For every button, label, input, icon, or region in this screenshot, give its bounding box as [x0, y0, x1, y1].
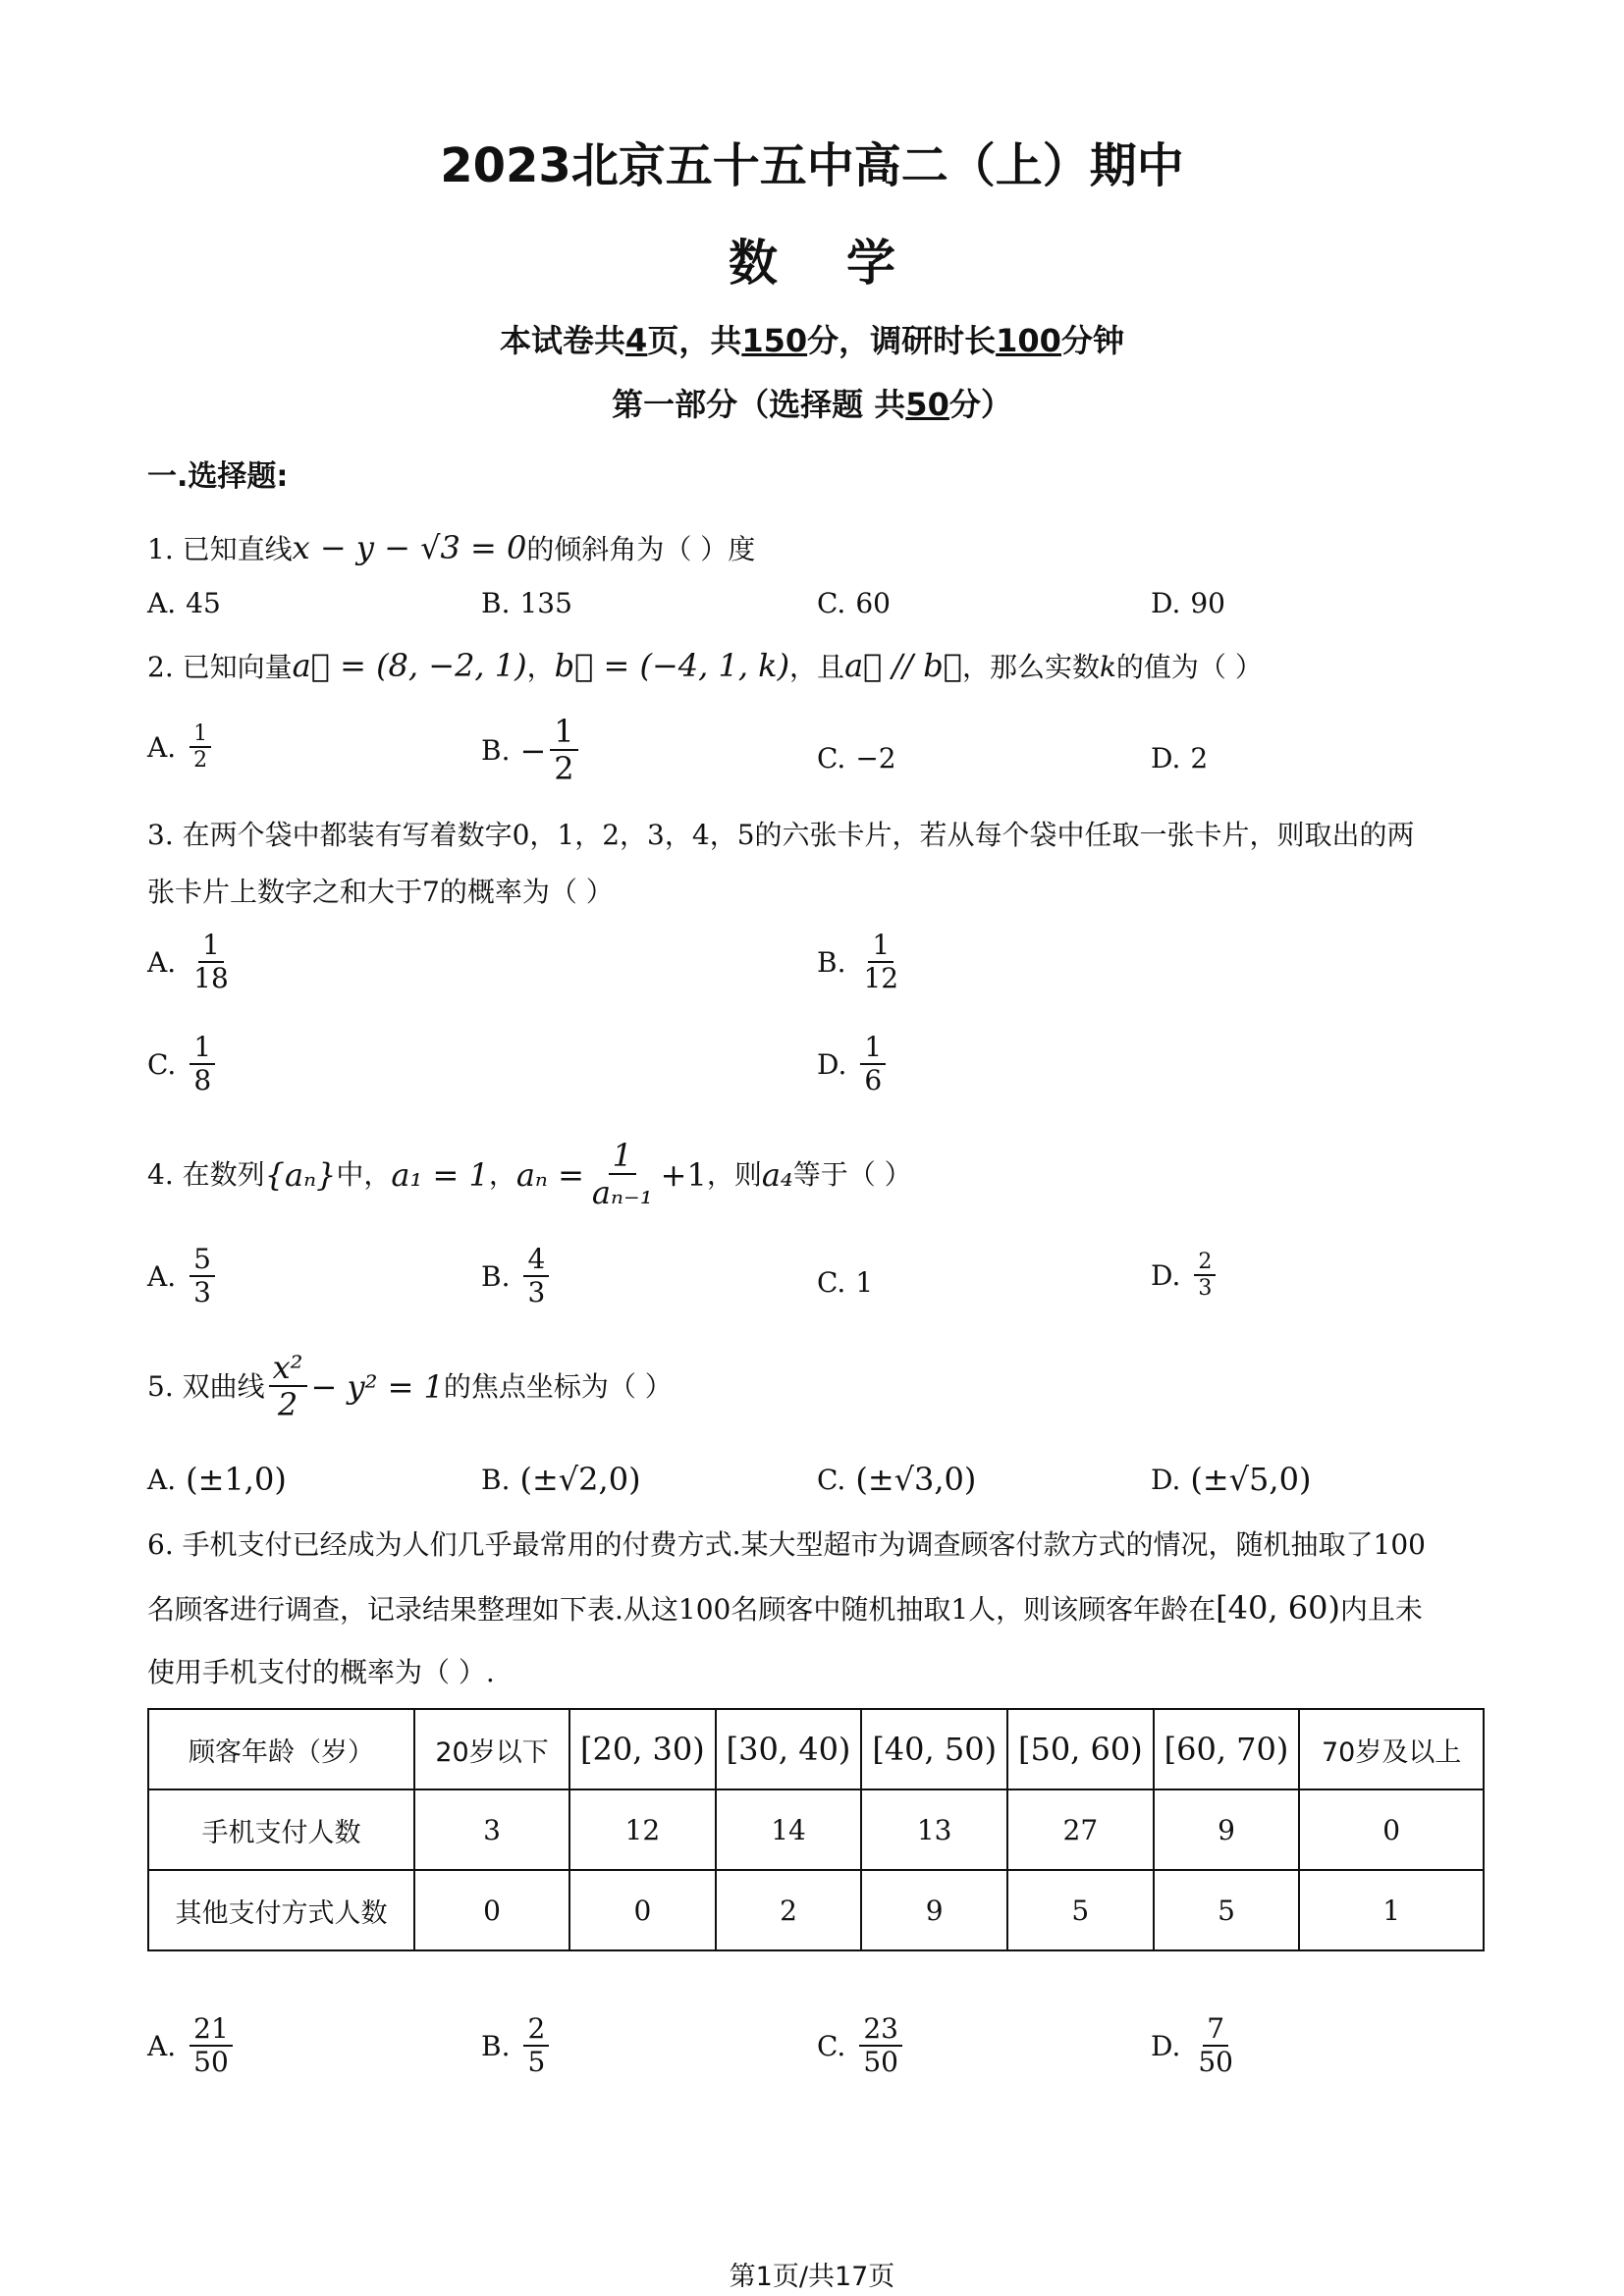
table-header-cell: 20岁以下 [414, 1709, 569, 1789]
option-label: C. [817, 1266, 846, 1299]
denominator: 50 [863, 2045, 898, 2078]
numerator: 2 [1194, 1251, 1216, 1276]
q4-an: aₙ = [515, 1155, 584, 1194]
q2-option-b[interactable] [481, 715, 582, 787]
numerator: 1 [189, 1033, 215, 1065]
table-cell: 手机支付人数 [148, 1789, 414, 1870]
option-text: −2 [855, 742, 896, 774]
q4-option-d[interactable] [1151, 1251, 1219, 1301]
option-label: A. [147, 2029, 177, 2062]
option-label: B. [481, 2029, 511, 2062]
option-label: C. [817, 742, 846, 774]
numerator: 4 [523, 1245, 549, 1277]
table-cell: 14 [716, 1789, 862, 1870]
q1-option-d[interactable] [1151, 587, 1225, 619]
question-5 [147, 1351, 673, 1423]
q1-option-b[interactable] [481, 587, 572, 619]
option-label: D. [1151, 1259, 1181, 1293]
option-text: 135 [519, 587, 572, 619]
option-text: 60 [855, 587, 891, 619]
part-suffix: 分） [948, 386, 1012, 423]
q4-mid3: ，则 [706, 1157, 762, 1191]
exam-info [0, 316, 1624, 361]
q6-option-c[interactable] [817, 2014, 906, 2078]
option-label: D. [1151, 1463, 1181, 1496]
q4-mid2: ， [488, 1157, 516, 1191]
q2-option-c[interactable] [817, 742, 896, 774]
table-cell: 0 [414, 1870, 569, 1950]
q4-mid1: 中， [336, 1157, 392, 1191]
table-cell: 0 [1299, 1789, 1484, 1870]
denominator: aₙ₋₁ [591, 1174, 653, 1212]
option-label: A. [147, 1463, 177, 1496]
denominator: 5 [527, 2045, 546, 2078]
q3-option-b[interactable] [817, 931, 906, 994]
info-mid2: 分，调研时长 [807, 322, 997, 359]
part-prefix: 第一部分（选择题 共 [612, 386, 906, 423]
section-title: 一.选择题: [147, 459, 289, 494]
fraction [189, 1033, 215, 1096]
q2-post: ，那么实数 [961, 651, 1100, 683]
denominator: 2 [554, 750, 574, 788]
q6-option-b[interactable] [481, 2014, 553, 2078]
table-header-cell: [20, 30) [569, 1709, 716, 1789]
fraction [523, 1245, 549, 1308]
option-text: (±√5,0) [1190, 1461, 1312, 1498]
numerator: 5 [189, 1245, 215, 1277]
q6-option-a[interactable] [147, 2014, 237, 2078]
option-label: A. [147, 587, 177, 619]
table-cell: 0 [569, 1870, 716, 1950]
denominator: 3 [1198, 1276, 1213, 1302]
q2-option-d[interactable] [1151, 742, 1208, 774]
numerator: 1 [609, 1139, 636, 1175]
numerator: 21 [189, 2014, 233, 2047]
option-label: B. [481, 1259, 511, 1293]
numerator: x² [269, 1351, 307, 1387]
question-1 [147, 528, 755, 569]
fraction [189, 931, 233, 994]
q1-option-c[interactable] [817, 587, 891, 619]
option-text: 90 [1190, 587, 1225, 619]
fraction [859, 931, 902, 994]
info-points: 150 [741, 322, 808, 359]
table-cell: 1 [1299, 1870, 1484, 1950]
info-minutes: 100 [996, 322, 1061, 359]
table-cell: 13 [861, 1789, 1007, 1870]
denominator: 12 [863, 961, 899, 994]
option-text: (±√2,0) [519, 1461, 641, 1498]
fraction [1194, 1251, 1216, 1301]
q6-line1: 6. 手机支付已经成为人们几乎最常用的付费方式.某大型超市为调查顾客付款方式的情况，随机抽取了100 [147, 1528, 1426, 1561]
numerator: 7 [1203, 2014, 1228, 2047]
option-label: D. [1151, 2029, 1181, 2062]
table-row [148, 1789, 1484, 1870]
minus-sign: − [519, 731, 547, 770]
info-prefix: 本试卷共 [500, 322, 626, 359]
numerator: 1 [550, 715, 577, 751]
q3-option-a[interactable] [147, 931, 237, 994]
table-row [148, 1870, 1484, 1950]
fraction [523, 2014, 549, 2078]
q2-stem: 2. 已知向量 [147, 651, 293, 683]
q4-sequence: {aₙ} [264, 1155, 337, 1194]
q5-option-a[interactable] [147, 1461, 287, 1498]
q5-post: 的焦点坐标为（ ） [443, 1369, 673, 1403]
option-label: B. [817, 945, 846, 979]
q4-option-c[interactable] [817, 1266, 873, 1299]
numerator: 1 [189, 722, 211, 748]
denominator: 8 [193, 1063, 212, 1096]
option-label: A. [147, 945, 177, 979]
q2-sep: ， [526, 651, 555, 683]
fraction [860, 1033, 886, 1096]
option-label: C. [817, 587, 846, 619]
fraction [859, 2014, 902, 2078]
part-points: 50 [905, 386, 949, 423]
denominator: 50 [1198, 2045, 1233, 2078]
q3-option-c[interactable] [147, 1033, 219, 1096]
q6-line2-post: 内且未 [1339, 1593, 1423, 1626]
table-cell: 5 [1154, 1870, 1300, 1950]
q6-option-d[interactable] [1151, 2014, 1241, 2078]
table-header-row [148, 1709, 1484, 1789]
numerator: 1 [198, 931, 224, 963]
denominator: 2 [193, 748, 208, 774]
table-cell: 5 [1007, 1870, 1154, 1950]
question-2 [147, 646, 1263, 687]
denominator: 6 [864, 1063, 883, 1096]
option-text: 45 [186, 587, 221, 619]
option-label: A. [147, 731, 177, 765]
numerator: 23 [859, 2014, 902, 2047]
q2-post2: 的值为（ ） [1115, 651, 1263, 683]
q2-vector-b: b⃗ = (−4, 1, k) [554, 647, 790, 684]
numerator: 1 [860, 1033, 886, 1065]
table-cell: 12 [569, 1789, 716, 1870]
fraction [189, 1245, 215, 1308]
q2-mid: ，且 [789, 651, 845, 683]
denominator: 3 [527, 1275, 546, 1308]
table-cell: 27 [1007, 1789, 1154, 1870]
q6-line2 [147, 1576, 1483, 1641]
option-label: D. [1151, 742, 1181, 774]
q6-interval: [40, 60) [1216, 1589, 1340, 1627]
q5-formula: − y² = 1 [310, 1367, 444, 1406]
fraction [1194, 2014, 1237, 2078]
q3-line2: 张卡片上数字之和大于7的概率为（ ） [147, 876, 614, 908]
option-label: C. [147, 1047, 177, 1081]
q5-option-b[interactable] [481, 1461, 641, 1498]
table-cell: 9 [1154, 1789, 1300, 1870]
q5-fraction [269, 1351, 307, 1423]
q4-a1: a₁ = 1 [391, 1155, 489, 1194]
option-label: C. [817, 1463, 846, 1496]
option-label: D. [817, 1047, 847, 1081]
option-text: (±√3,0) [855, 1461, 977, 1498]
q6-line2-pre: 名顾客进行调查，记录结果整理如下表.从这100名顾客中随机抽取1人，则该顾客年龄在 [147, 1593, 1217, 1626]
q5-option-c[interactable] [817, 1461, 976, 1498]
q2-parallel: a⃗ // b⃗ [844, 647, 962, 684]
question-3 [147, 807, 1483, 921]
page-footer: 第1页/共17页 [729, 2262, 895, 2292]
q2-vector-a: a⃗ = (8, −2, 1) [292, 647, 527, 684]
q2-k: k [1099, 651, 1116, 683]
payment-table [147, 1708, 1485, 1951]
question-6 [147, 1514, 1483, 1704]
info-pages: 4 [625, 322, 648, 359]
option-label: B. [481, 734, 511, 768]
q1-stem: 1. 已知直线 [147, 533, 293, 565]
table-cell: 9 [861, 1870, 1007, 1950]
table-cell: 3 [414, 1789, 569, 1870]
q5-option-d[interactable] [1151, 1461, 1311, 1498]
option-text: (±1,0) [186, 1461, 287, 1498]
exam-title: 2023北京五十五中高二（上）期中 [440, 138, 1184, 193]
option-label: C. [817, 2029, 846, 2062]
q4-plus: +1 [660, 1155, 707, 1194]
fraction [550, 715, 577, 787]
q1-stem-end: 的倾斜角为（ ）度 [526, 533, 756, 565]
table-header-cell: [30, 40) [716, 1709, 862, 1789]
table-header-cell: [40, 50) [861, 1709, 1007, 1789]
table-cell: 2 [716, 1870, 862, 1950]
q3-option-d[interactable] [817, 1033, 890, 1096]
table-header-cell: 顾客年龄（岁） [148, 1709, 414, 1789]
fraction [189, 722, 211, 773]
q4-a4: a₄ [761, 1155, 793, 1194]
q4-option-b[interactable] [481, 1245, 553, 1308]
q4-post: 等于（ ） [792, 1157, 912, 1191]
denominator: 3 [193, 1275, 211, 1308]
subject-title: 数学 [729, 235, 964, 292]
table-cell: 其他支付方式人数 [148, 1870, 414, 1950]
question-4 [147, 1139, 912, 1211]
numerator: 2 [523, 2014, 549, 2047]
numerator: 1 [868, 931, 893, 963]
option-label: B. [481, 587, 511, 619]
option-text: 1 [855, 1266, 874, 1299]
option-label: D. [1151, 587, 1181, 619]
table-header-cell: [50, 60) [1007, 1709, 1154, 1789]
q2-option-a[interactable] [147, 722, 215, 773]
info-suffix: 分钟 [1060, 322, 1124, 359]
q3-line1: 3. 在两个袋中都装有写着数字0，1，2，3，4，5的六张卡片，若从每个袋中任取一张卡片，则取出的两 [147, 819, 1415, 851]
fraction [189, 2014, 233, 2078]
q1-option-a[interactable] [147, 587, 221, 619]
denominator: 2 [277, 1386, 298, 1424]
table-header-cell: 70岁及以上 [1299, 1709, 1484, 1789]
info-mid1: 页，共 [647, 322, 742, 359]
q4-stem: 4. 在数列 [147, 1157, 265, 1191]
q4-fraction [588, 1139, 657, 1211]
option-label: A. [147, 1259, 177, 1293]
q6-line3: 使用手机支付的概率为（ ）. [147, 1656, 495, 1688]
denominator: 50 [193, 2045, 229, 2078]
option-text: 2 [1190, 742, 1209, 774]
part-heading [0, 380, 1624, 425]
option-label: B. [481, 1463, 511, 1496]
denominator: 18 [193, 961, 229, 994]
q1-formula: x − y − √3 = 0 [292, 529, 527, 566]
q5-stem: 5. 双曲线 [147, 1369, 265, 1403]
table-header-cell: [60, 70) [1154, 1709, 1300, 1789]
q4-option-a[interactable] [147, 1245, 219, 1308]
